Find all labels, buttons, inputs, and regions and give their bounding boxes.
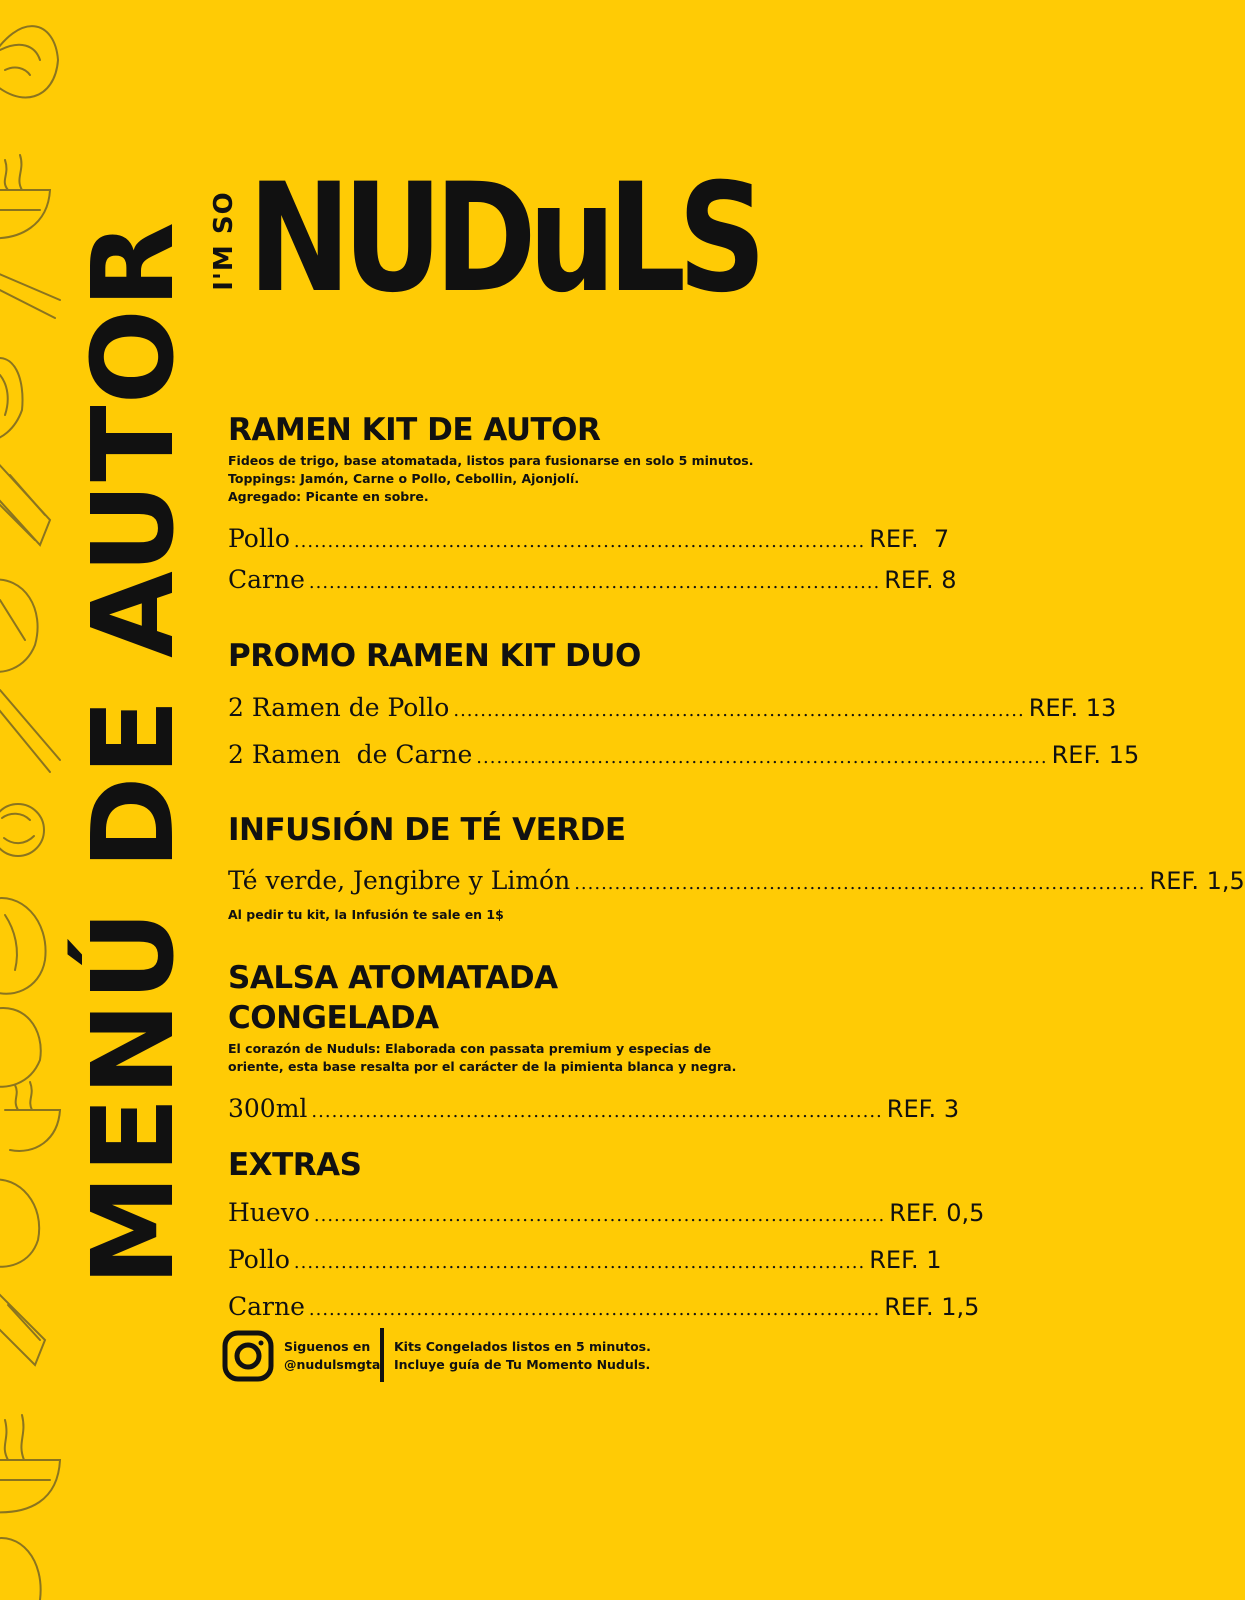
section-title: INFUSIÓN DE TÉ VERDE [228,812,626,848]
menu-item-row: 2 Ramen de Pollo ..................................................................................... REF. 13 [228,686,753,733]
item-name: 2 Ramen de Pollo [228,693,450,722]
item-price: REF. 7 [869,525,950,553]
chopsticks-doodle-icon [0,270,60,318]
dumpling-doodle-icon [0,1538,41,1600]
item-price: REF. 3 [886,1095,960,1123]
footer [222,1328,682,1384]
section-title: RAMEN KIT DE AUTOR [228,412,601,448]
menu-item-row: Té verde, Jengibre y Limón ..................................................................................... REF. 1,5 [228,862,753,903]
menu-section-extras [228,1145,985,1332]
menu-item-row: 2 Ramen de Carne ..................................................................................... REF. 15 [228,733,753,780]
section-description: Fideos de trigo, base atomatada, listos para fusionarse en solo 5 minutos. Toppings: Jamón, Carne o Pollo, Cebollin, Ajonjolí. Agregado: Picante en sobre. [228,453,754,504]
spring-roll-doodle-icon [0,1290,45,1365]
section-note: Al pedir tu kit, la Infusión te sale en 1$ [228,907,504,922]
item-name: Huevo [228,1198,310,1227]
noodle-bowl-doodle-icon [0,155,50,238]
dumpling-doodle-icon [0,1179,39,1266]
section-description: El corazón de Nuduls: Elaborada con passata premium y especias de oriente, esta base resalta por el carácter de la pimienta blanca y negra. [228,1041,737,1074]
item-name: Pollo [228,1245,290,1274]
item-price: REF. 15 [1051,741,1140,769]
item-price: REF. 0,5 [889,1199,985,1227]
footer-divider [380,1328,384,1382]
dumpling-doodle-icon [0,26,58,97]
item-price: REF. 13 [1028,694,1117,722]
item-price: REF. 1 [869,1246,942,1274]
item-name: 2 Ramen de Carne [228,740,473,769]
item-name: Carne [228,565,305,594]
item-name: 300ml [228,1094,308,1123]
chopsticks-doodle-icon [0,690,60,772]
food-doodles-decoration [0,0,80,1600]
brand-logo-wordmark: NUDuLS [248,152,759,326]
section-title: SALSA ATOMATADA CONGELADA [228,960,558,1036]
section-title: EXTRAS [228,1147,362,1183]
menu-item-row: Carne ..................................................................................... REF. 8 [228,561,753,602]
menu-item-row: Carne ..................................................................................... REF. 1,5 [228,1285,753,1332]
footer-promo-text: Kits Congelados listos en 5 minutos. Incluye guía de Tu Momento Nuduls. [394,1339,651,1372]
dumpling-doodle-icon [0,358,23,440]
noodle-bowl-doodle-icon [0,1415,60,1512]
brand-logo [196,152,759,326]
item-name: Té verde, Jengibre y Limón [228,866,571,895]
menu-item-row: Pollo ..................................................................................... REF. 1 [228,1238,753,1285]
item-price: REF. 8 [884,566,957,594]
brand-logo-small-text: I'M SO [209,191,239,291]
noodle-bowl-doodle-icon [5,1082,60,1151]
spring-roll-doodle-icon [0,460,50,545]
dumpling-doodle-icon [0,804,44,856]
menu-item-row: Pollo ..................................................................................... REF. 7 [228,520,753,561]
dumpling-doodle-icon [0,580,38,672]
item-price: REF. 1,5 [1149,867,1245,895]
side-title: MENÚ DE AUTOR [69,220,199,1286]
menu-section-promo-duo [228,636,1140,780]
menu-section-infusion [228,810,1245,922]
item-name: Pollo [228,524,290,553]
section-title: PROMO RAMEN KIT DUO [228,638,641,674]
instagram-handle[interactable]: Siguenos en @nudulsmgta [284,1339,381,1372]
item-name: Carne [228,1292,305,1321]
menu-item-row: 300ml ..................................................................................... REF. 3 [228,1090,753,1131]
dumpling-doodle-icon [0,1008,41,1087]
dumpling-doodle-icon [0,898,46,994]
menu-sections [228,410,1245,1332]
item-price: REF. 1,5 [884,1293,980,1321]
menu-item-row: Huevo ..................................................................................... REF. 0,5 [228,1191,753,1238]
menu-section-salsa [228,958,960,1131]
menu-section-ramen-kit [228,410,957,602]
instagram-icon[interactable] [222,1330,274,1382]
